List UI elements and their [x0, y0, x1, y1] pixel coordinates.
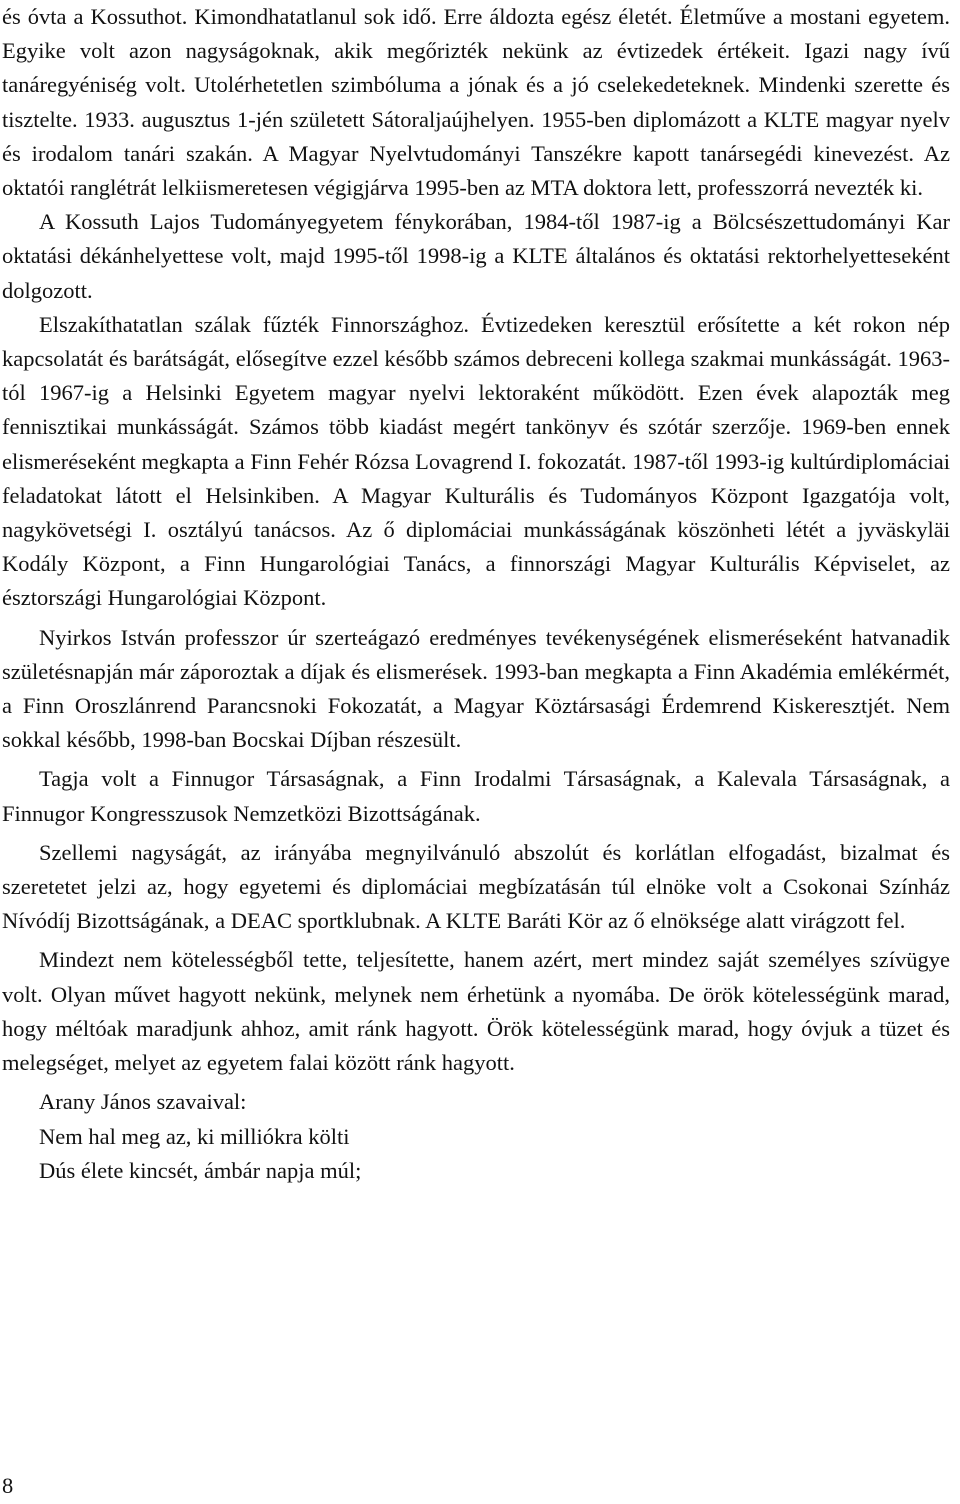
- body-text: [2, 0, 950, 1188]
- paragraph-legacy: Mindezt nem kötelességből tette, teljesítette, hanem azért, mert mindez saját személyes szívügye volt. Olyan művet hagyott nekünk, melynek nem érhetünk a nyomába. De örök kötelességünk marad, hogy méltóak maradjunk ahhoz, amit ránk hagyott. Örök kötelességünk marad, hogy óvjuk a tüzet és melegséget, melyet az egyetem falai között ránk hagyott.: [2, 947, 950, 1076]
- verse-intro: Arany János szavaival:: [39, 1089, 247, 1115]
- paragraph-greatness: Szellemi nagyságát, az irányába megnyilvánuló abszolút és korlátlan elfogadást, bizalmat és szeretetet jelzi az, hogy egyetemi és diplomáciai megbízatásán túl elnöke volt a Csokonai Színház Nívódíj Bizottságának, a DEAC sportklubnak. A KLTE Baráti Kör az ő elnöksége alatt virágzott fel.: [2, 839, 950, 934]
- paragraph-memberships: Tagja volt a Finnugor Társaságnak, a Finn Irodalmi Társaságnak, a Kalevala Társaságnak, a Finnugor Kongresszusok Nemzetközi Bizottságának.: [2, 766, 950, 826]
- verse-line-1: Nem hal meg az, ki milliókra költi: [39, 1123, 350, 1149]
- paragraph-finland: Elszakíthatatlan szálak fűzték Finnországhoz. Évtizedeken keresztül erősítette a két rokon nép kapcsolatát és barátságát, elősegítve ezzel később számos debreceni kollega szakmai munkásságát. 1963-tól 1967-ig a Helsinki Egyetem magyar nyelvi lektoraként működött. Ezen évek alapozták meg fennisztikai munkásságát. Számos több kiadást megért tankönyv és szótár szerzője. 1969-ben ennek elismeréseként megkapta a Finn Fehér Rózsa Lovagrend I. fokozatát. 1987-től 1993-ig kultúrdiplomáciai feladatokat látott el Helsinkiben. A Magyar Kulturális és Tudományos Központ Igazgatója volt, nagykövetségi I. osztályú tanácsos. Az ő diplomáciai munkásságának köszönheti létét a jyväskyläi Kodály Központ, a Finn Hungarológiai Tanács, a finnországi Magyar Kulturális Képviselet, az észtországi Hungarológiai Központ.: [2, 311, 950, 611]
- verse-line-2: Dús élete kincsét, ámbár napja múl;: [39, 1157, 362, 1183]
- paragraph-intro: és óvta a Kossuthot. Kimondhatatlanul sok idő. Erre áldozta egész életét. Életműve a mostani egyetem. Egyike volt azon nagyságoknak, akik megőrizték nekünk az évtizedek értékeit. Igazi nagy ívű tanáregyéniség volt. Utolérhetetlen szimbóluma a jónak és a jó cselekedeteknek. Mindenki szerette és tisztelte. 1933. augusztus 1-jén született Sátoraljaújhelyen. 1955-ben diplomázott a KLTE magyar nyelv és irodalom tanári szakán. A Magyar Nyelvtudományi Tanszékre kapott tanársegédi kinevezést. Az oktatói ranglétrát lelkiismeretesen végigjárva 1995-ben az MTA doktora lett, professzorrá nevezték ki.: [2, 4, 950, 201]
- paragraph-kossuth: A Kossuth Lajos Tudományegyetem fénykorában, 1984-től 1987-ig a Bölcsészettudományi Kar oktatási dékánhelyettese volt, majd 1995-től 1998-ig a KLTE általános és oktatási rektorhelyetteseként dolgozott.: [2, 209, 950, 303]
- page-number: 8: [2, 1473, 14, 1498]
- paragraph-awards: Nyirkos István professzor úr szerteágazó eredményes tevékenységének elismeréseként hatvanadik születésnapján már záporoztak a díjak és elismerések. 1993-ban megkapta a Finn Akadémia emlékérmét, a Finn Oroszlánrend Parancsnoki Fokozatát, a Magyar Köztársasági Érdemrend Kiskeresztjét. Nem sokkal később, 1998-ban Bocskai Díjban részesült.: [2, 624, 950, 753]
